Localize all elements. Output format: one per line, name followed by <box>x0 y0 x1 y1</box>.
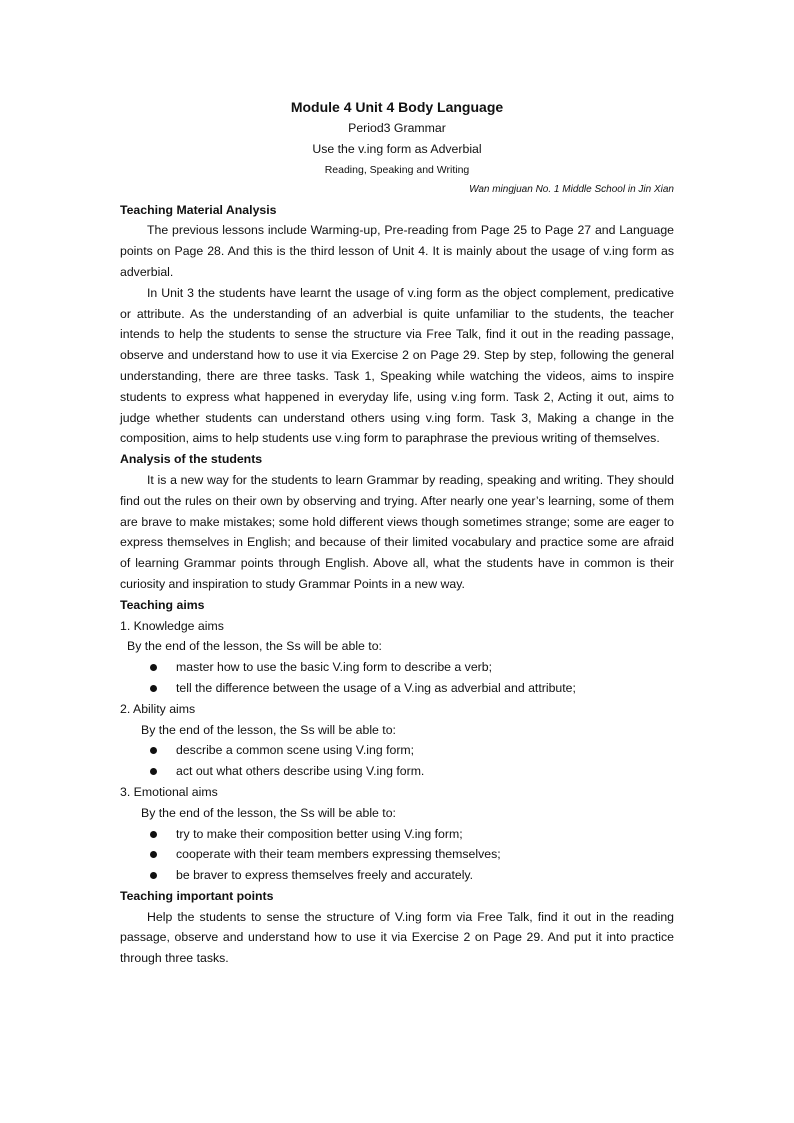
bullet-icon <box>150 851 157 858</box>
emotional-aims-title: 3. Emotional aims <box>120 784 218 799</box>
list-item <box>120 844 674 865</box>
list-item <box>120 678 674 699</box>
ability-aims-list <box>120 740 674 782</box>
list-item-text: try to make their composition better using V.ing form; <box>176 826 463 841</box>
material-paragraph-2: In Unit 3 the students have learnt the usage of v.ing form as the object complement, predicative or attribute. As the understanding of an adverbial is quite unfamiliar to the students, the teacher intends to help the students to sense the structure via Free Talk, find it out in the reading passage, observe and understand how to use it via Exercise 2 on Page 29. Step by step, following the general understanding, there are three tasks. Task 1, Speaking while watching the videos, aims to inspire students to express what happened in everyday life, using v.ing form. Task 2, Acting it out, aims to judge whether students can understand others using v.ing form. Task 3, Making a change in the composition, aims to help students use v.ing form to paraphrase the previous writing of themselves. <box>120 285 674 446</box>
author-line: Wan mingjuan No. 1 Middle School in Jin Xian <box>469 183 674 195</box>
aims-heading: Teaching aims <box>120 597 205 612</box>
document-title: Module 4 Unit 4 Body Language <box>290 99 504 115</box>
topic-line: Use the v.ing form as Adverbial <box>312 141 482 156</box>
bullet-icon <box>150 768 157 775</box>
list-item <box>120 761 674 782</box>
important-points-paragraph: Help the students to sense the structure of V.ing form via Free Talk, find it out in the reading passage, observe and understand how to use it via Exercise 2 on Page 29. And put it into practice through three tasks. <box>120 909 674 966</box>
emotional-aims-list <box>120 824 674 886</box>
period-line: Period3 Grammar <box>348 121 446 135</box>
students-paragraph: It is a new way for the students to learn Grammar by reading, speaking and writing. They should find out the rules on their own by observing and trying. After nearly one year’s learning, some of them are brave to make mistakes; some hold different views though sometimes strange; some are eager to express themselves in English; and because of their limited vocabulary and practice some are afraid of learning Grammar points through English. Above all, what the students have in common is their curiosity and inspiration to study Grammar Points in a new way. <box>120 472 674 591</box>
list-item-text: be braver to express themselves freely and accurately. <box>176 868 474 883</box>
material-paragraph-1: The previous lessons include Warming-up, Pre-reading from Page 25 to Page 27 and Language points on Page 28. And this is the third lesson of Unit 4. It is mainly about the usage of v.ing form as adverbial. <box>120 223 674 279</box>
list-item <box>120 657 674 678</box>
knowledge-aims-list <box>120 657 674 699</box>
list-item-text: describe a common scene using V.ing form; <box>176 743 415 758</box>
important-points-heading: Teaching important points <box>120 888 274 903</box>
list-item-text: cooperate with their team members expressing themselves; <box>176 847 501 862</box>
list-item-text: act out what others describe using V.ing form. <box>176 764 425 779</box>
knowledge-aims-title: 1. Knowledge aims <box>120 618 224 633</box>
bullet-icon <box>150 685 157 692</box>
students-heading: Analysis of the students <box>120 452 263 467</box>
emotional-aims-lead: By the end of the lesson, the Ss will be able to: <box>141 805 396 820</box>
list-item-text: master how to use the basic V.ing form to describe a verb; <box>176 660 493 675</box>
bullet-icon <box>150 664 157 671</box>
skills-line: Reading, Speaking and Writing <box>324 163 470 176</box>
list-item <box>120 865 674 886</box>
material-heading: Teaching Material Analysis <box>120 202 277 217</box>
list-item <box>120 824 674 845</box>
bullet-icon <box>150 747 157 754</box>
knowledge-aims-lead: By the end of the lesson, the Ss will be able to: <box>127 639 382 654</box>
list-item-text: tell the difference between the usage of a V.ing as adverbial and attribute; <box>176 680 576 695</box>
bullet-icon <box>150 872 157 879</box>
ability-aims-title: 2. Ability aims <box>120 701 196 716</box>
ability-aims-lead: By the end of the lesson, the Ss will be able to: <box>141 722 396 737</box>
bullet-icon <box>150 831 157 838</box>
document-page <box>120 96 674 969</box>
list-item <box>120 740 674 761</box>
